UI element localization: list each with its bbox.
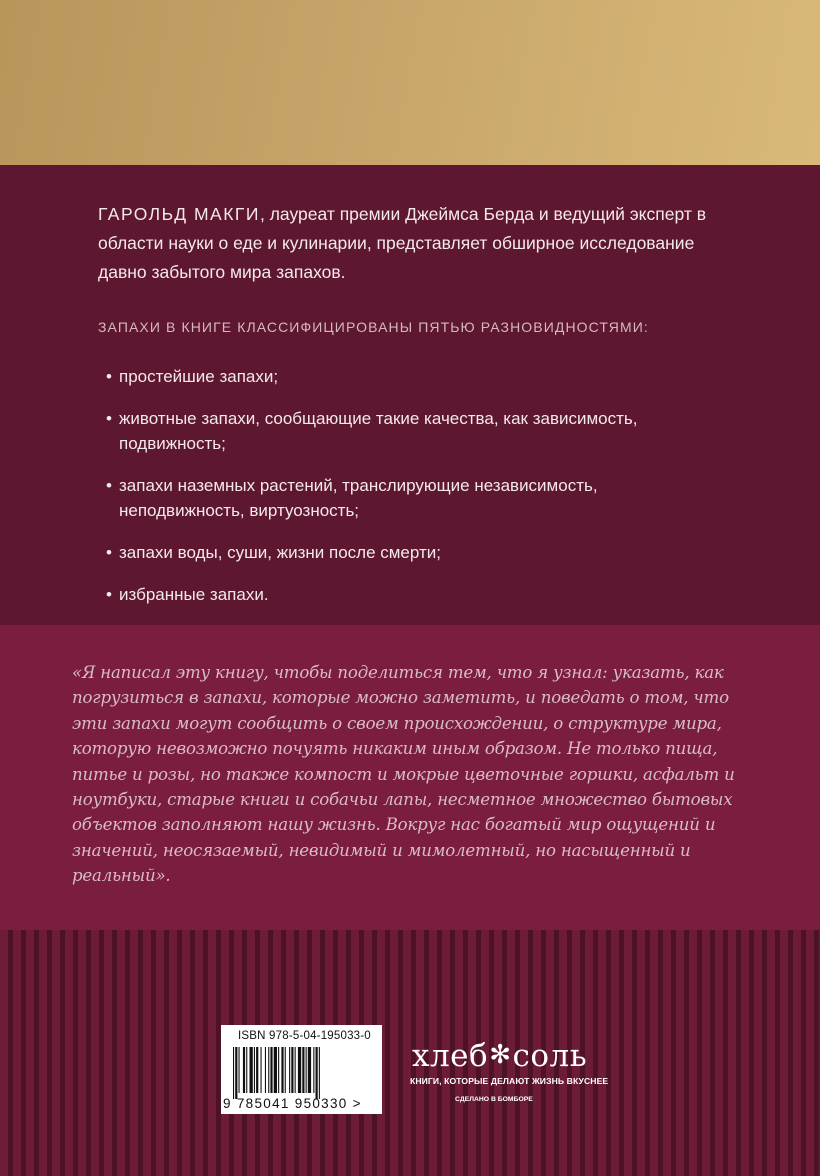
- barcode-bar: [233, 1047, 234, 1099]
- barcode-bar: [291, 1047, 293, 1093]
- barcode-bar: [250, 1047, 253, 1093]
- barcode-bar: [313, 1047, 314, 1093]
- asterisk-flower-icon: ✻: [489, 1040, 512, 1070]
- barcode-bar: [268, 1047, 269, 1093]
- list-item: • животные запахи, сообщающие такие качества, как зависимость, подвижность;: [108, 406, 708, 456]
- barcode-bar: [278, 1047, 279, 1093]
- barcode-bar: [281, 1047, 283, 1093]
- barcode-bar: [246, 1047, 247, 1093]
- barcode-bar: [256, 1047, 258, 1093]
- striped-footer: [0, 930, 820, 1176]
- author-quote: «Я написал эту книгу, чтобы поделиться тем, что я узнал: указать, как погрузиться в запахи, которые можно заметить, и поведать о том, что эти запахи могут сообщить о своем происхождении, о структуре мира, которую невозможно почуять никаким иным образом. Не только пища, питье и розы, но также компост и мокрые цветочные горшки, асфальт и ноутбуки, старые книги и собачьи лапы, несметное множество бытовых объектов заполняют нашу жизнь. Вокруг нас богатый мир ощущений и значений, неосязаемый, невидимый и мимолетный, но насыщенный и реальный».: [72, 663, 735, 886]
- barcode-bar: [285, 1047, 286, 1093]
- barcode-digits: 9 785041 950330 >: [223, 1096, 362, 1111]
- barcode-bar: [274, 1047, 277, 1093]
- barcode-bar: [289, 1047, 290, 1093]
- author-name: ГАРОЛЬД МАКГИ: [98, 204, 260, 224]
- classification-heading: ЗАПАХИ В КНИГЕ КЛАССИФИЦИРОВАНЫ ПЯТЬЮ РАЗНОВИДНОСТЯМИ:: [98, 319, 649, 335]
- barcode-bar: [243, 1047, 245, 1093]
- top-gold-band: [0, 0, 820, 165]
- barcode-bar: [235, 1047, 237, 1099]
- publisher-logo: [412, 1040, 587, 1072]
- list-item: • избранные запахи.: [108, 582, 708, 607]
- isbn-barcode: [221, 1025, 382, 1114]
- barcode-bar: [261, 1047, 262, 1093]
- barcode-bars: [233, 1047, 373, 1099]
- barcode-bar: [254, 1047, 255, 1093]
- barcode-bar: [316, 1047, 318, 1099]
- publisher-tagline: КНИГИ, КОТОРЫЕ ДЕЛАЮТ ЖИЗНЬ ВКУСНЕЕ: [410, 1076, 609, 1086]
- barcode-bar: [239, 1047, 240, 1093]
- list-item: • запахи воды, суши, жизни после смерти;: [108, 540, 708, 565]
- list-item: • простейшие запахи;: [108, 364, 708, 389]
- logo-word-left: хлеб: [412, 1038, 489, 1074]
- logo-word-right: соль: [512, 1038, 588, 1074]
- barcode-bar: [295, 1047, 296, 1093]
- barcode-bar: [302, 1047, 304, 1093]
- barcode-bar: [319, 1047, 320, 1099]
- barcode-bar: [265, 1047, 266, 1093]
- classification-list: [108, 364, 708, 624]
- intro-text: , лауреат премии Джеймса Берда и ведущий эксперт в области науки о еде и кулинарии, представляет обширное исследование давно забытого мира запахов.: [98, 204, 707, 282]
- intro-paragraph: [98, 200, 738, 287]
- barcode-bar: [306, 1047, 307, 1093]
- barcode-bar: [308, 1047, 311, 1093]
- isbn-number: ISBN 978-5-04-195033-0: [238, 1030, 371, 1042]
- list-item: • запахи наземных растений, транслирующие независимость, неподвижность, виртуозность;: [108, 473, 708, 523]
- barcode-bar: [270, 1047, 272, 1093]
- barcode-bar: [298, 1047, 301, 1093]
- made-in-label: СДЕЛАНО В БОМБОРЕ: [455, 1096, 533, 1103]
